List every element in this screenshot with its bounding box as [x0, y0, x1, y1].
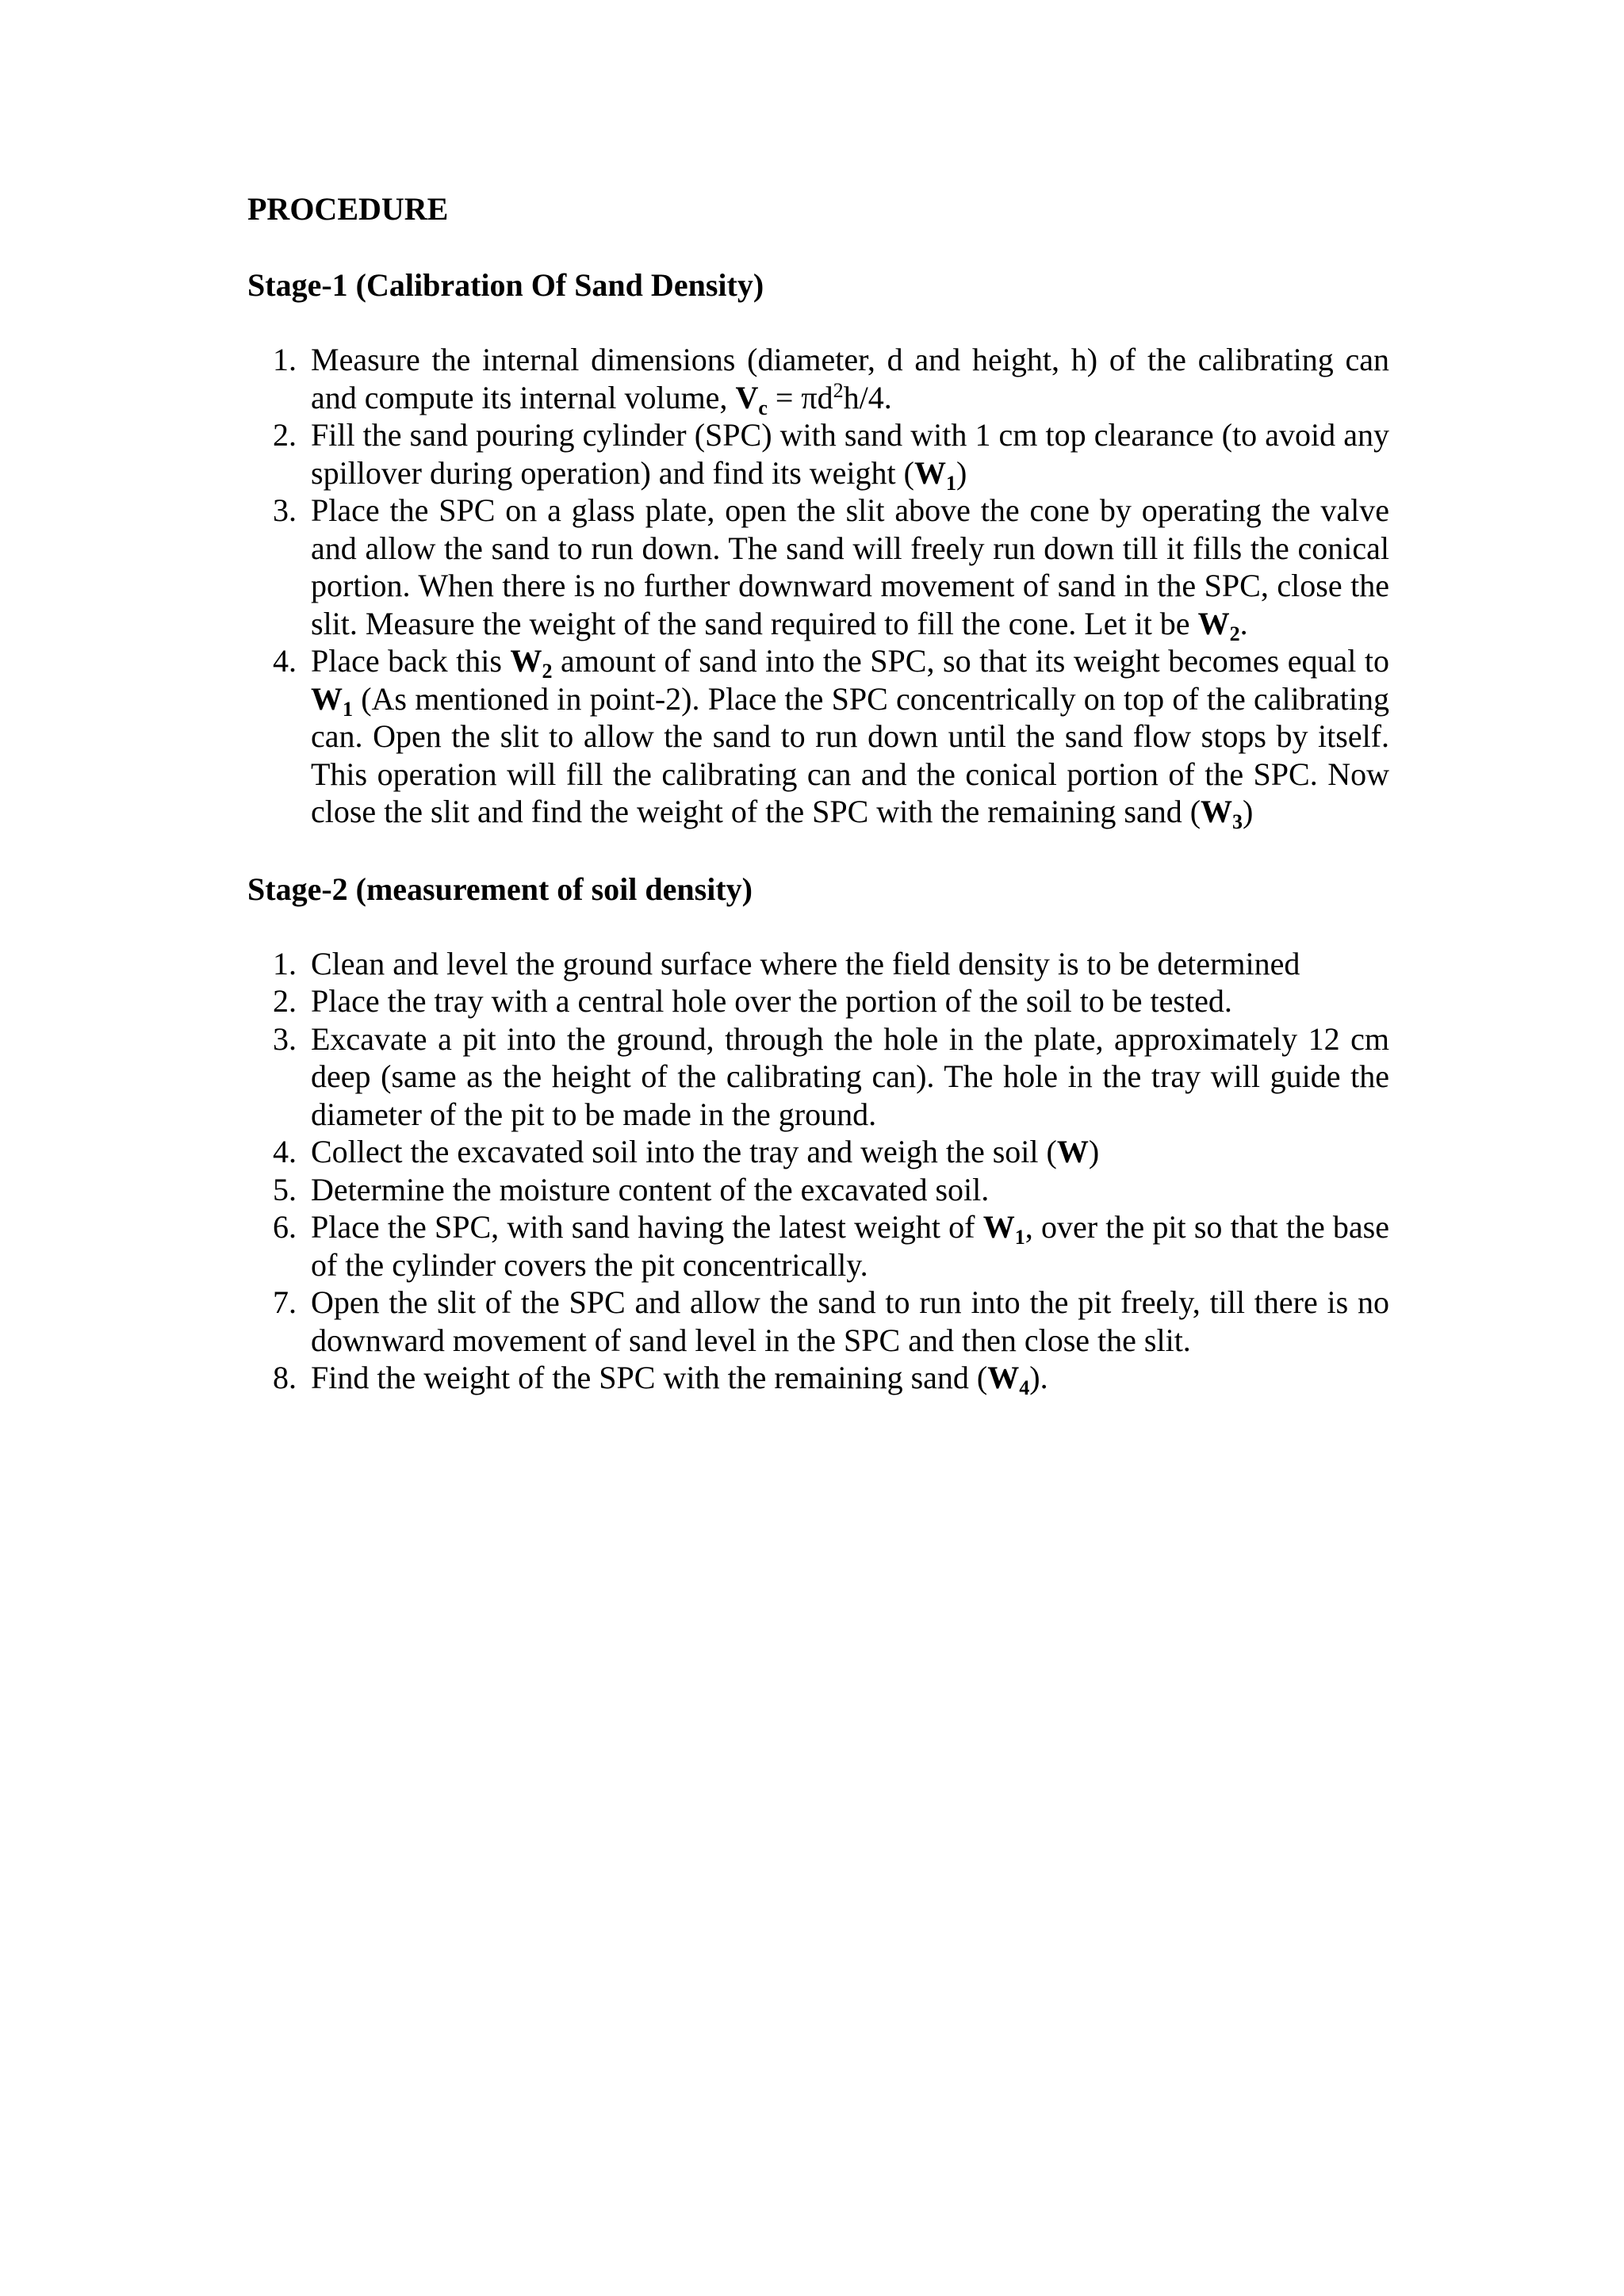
document-page	[247, 190, 1389, 1397]
stage2-step-6	[247, 1208, 1389, 1284]
stage1-step-1	[247, 341, 1389, 419]
stage1-step-3	[247, 492, 1389, 645]
step-text: Place back this $W_2$ amount of sand into the SPC, so that its weight becomes equal to $W_1$ (As mentioned in point-2). Place the SPC concentrically on top of the calibrating can. Open the slit to allow the sand to run down until the sand flow stops by itself. This operation will fill the calibrating can and the conical portion of the SPC. Now close the slit and find the weight of the SPC with the remaining sand $(W_3)$	[311, 643, 1389, 833]
stage2-heading: Stage-2 (measurement of soil density)	[247, 871, 753, 907]
stage2-step-4	[247, 1133, 1389, 1171]
step-number: 3.	[273, 1020, 297, 1057]
stage2-step-2	[247, 982, 1389, 1020]
weight-symbol: W	[1201, 794, 1233, 829]
step-number: 3.	[273, 492, 297, 528]
weight-symbol: W	[1197, 605, 1230, 641]
step-text: Find the weight of the SPC with the remaining sand $(W_4)$.	[311, 1360, 1048, 1399]
step-number: 4.	[273, 1134, 297, 1169]
step-text: Open the slit of the SPC and allow the sand to run into the pit freely, till there is no downward movement of sand level in the SPC and then close the slit.	[311, 1284, 1389, 1358]
weight-symbol: W	[982, 1209, 1015, 1245]
weight-symbol: W	[987, 1360, 1020, 1395]
step-text: Fill the sand pouring cylinder (SPC) with sand with 1 cm top clearance (to avoid any spillover during operation) and find its weight $(W_1)$	[311, 417, 1389, 495]
stage2-step-5	[247, 1171, 1389, 1209]
step-text: Place the SPC on a glass plate, open the slit above the cone by operating the valve and allow the sand to run down. The sand will freely run down till it fills the conical portion. When there is no further downward movement of sand in the SPC, close the slit. Measure the weight of the sand required to fill the cone. Let it be $W_2$.	[311, 492, 1389, 645]
volume-symbol: V	[735, 379, 759, 415]
stage1-heading: Stage-1 (Calibration Of Sand Density)	[247, 267, 764, 303]
weight-symbol: W	[311, 680, 343, 717]
step-number: 1.	[273, 945, 297, 982]
step-number: 1.	[273, 342, 297, 377]
step-text: Place the tray with a central hole over the portion of the soil to be tested.	[311, 983, 1232, 1019]
stage1-step-4	[247, 642, 1389, 831]
step-number: 2.	[273, 983, 297, 1019]
stage1-step-2	[247, 416, 1389, 495]
weight-symbol: W	[914, 454, 946, 491]
step-text: Excavate a pit into the ground, through the hole in the plate, approximately 12 cm deep (same as the height of the calibrating can). The hole in the tray will guide the diameter of the pit to be made in the ground.	[311, 1020, 1389, 1132]
step-text: Determine the moisture content of the excavated soil.	[311, 1171, 990, 1207]
step-number: 4.	[273, 643, 297, 679]
step-text: Collect the excavated soil into the tray and weigh the soil (W)	[311, 1134, 1100, 1169]
step-text: Place the SPC, with sand having the latest weight of $W_1$, over the pit so that the base of the cylinder covers the pit concentrically.	[311, 1209, 1389, 1283]
step-number: 2.	[273, 417, 297, 453]
page-title: PROCEDURE	[247, 191, 449, 227]
weight-symbol: W	[510, 643, 542, 679]
step-text: Measure the internal dimensions (diameter, d and height, h) of the calibrating can and compute its internal volume, $V_c = \pi d^2h/4$.	[311, 342, 1389, 419]
step-number: 5.	[273, 1171, 297, 1207]
stage2-step-8	[247, 1359, 1389, 1397]
step-text: Clean and level the ground surface where the field density is to be determined	[311, 945, 1300, 982]
stage2-list	[247, 945, 1389, 1397]
weight-symbol: W	[1056, 1134, 1089, 1169]
stage2-step-7	[247, 1284, 1389, 1359]
stage2-step-3	[247, 1020, 1389, 1134]
step-number: 8.	[273, 1360, 297, 1395]
stage1-list	[247, 341, 1389, 831]
step-number: 6.	[273, 1209, 297, 1245]
stage2-step-1	[247, 945, 1389, 983]
step-number: 7.	[273, 1284, 297, 1320]
